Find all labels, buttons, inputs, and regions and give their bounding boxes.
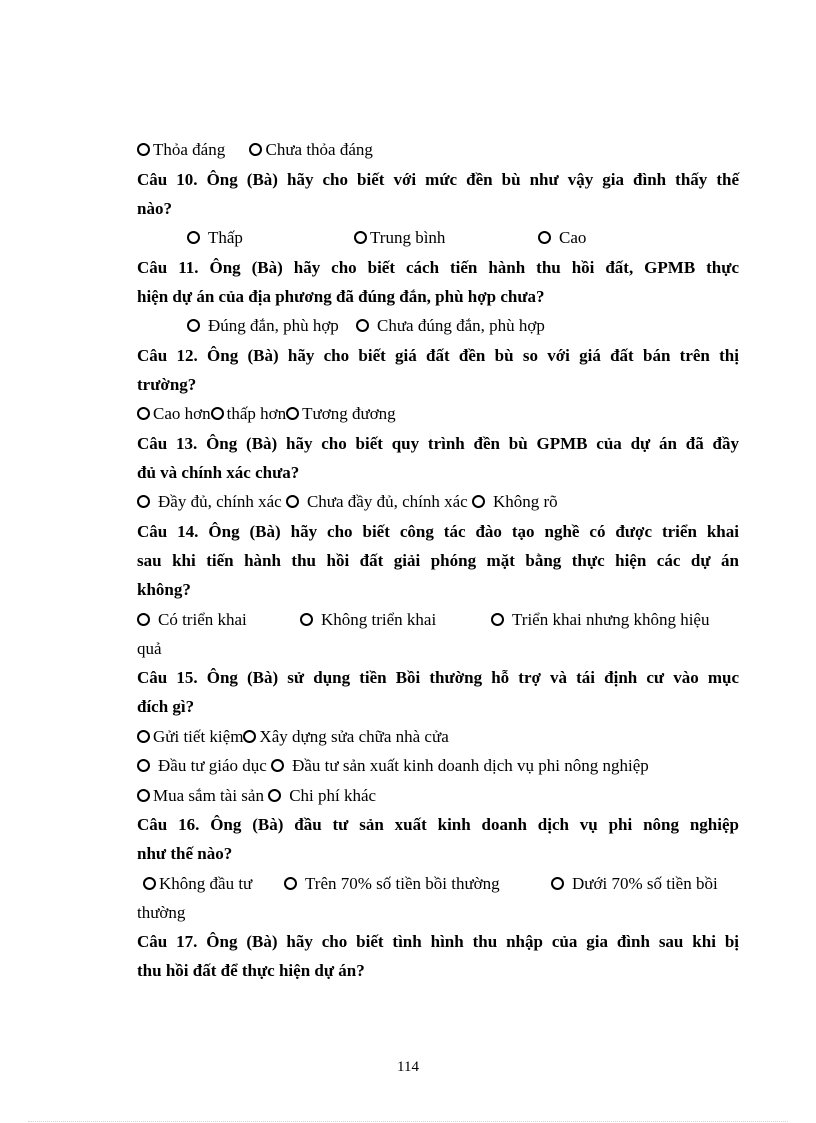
q14-option-3-wrap: quả [137, 639, 162, 658]
q13-option-1[interactable]: Đầy đủ, chính xác [137, 491, 282, 513]
radio-circle-icon [268, 789, 281, 802]
q13-options [137, 491, 739, 513]
q10-option-3[interactable]: Cao [538, 227, 586, 249]
q10-text-line-1: Câu 10. Ông (Bà) hãy cho biết với mức đền bù như vậy gia đình thấy thế [137, 170, 739, 189]
q14-option-3[interactable]: Triển khai nhưng không hiệu [491, 609, 709, 631]
q11-text-line-1: Câu 11. Ông (Bà) hãy cho biết cách tiến hành thu hồi đất, GPMB thực [137, 258, 739, 277]
radio-circle-icon [286, 407, 299, 420]
q15-text-line-1: Câu 15. Ông (Bà) sử dụng tiền Bồi thường hỗ trợ và tái định cư vào mục [137, 668, 739, 687]
q15-option-1[interactable]: Gửi tiết kiệm [137, 726, 243, 748]
q14-text-line-3: không? [137, 580, 191, 599]
radio-circle-icon [472, 495, 485, 508]
q12-text-line-2: trường? [137, 375, 197, 394]
q9-options [137, 139, 739, 161]
q15-options-row-3 [137, 785, 739, 807]
q17-text-line-1: Câu 17. Ông (Bà) hãy cho biết tình hình thu nhập của gia đình sau khi bị [137, 932, 739, 951]
radio-circle-icon [284, 877, 297, 890]
radio-circle-icon [300, 613, 313, 626]
radio-circle-icon [137, 495, 150, 508]
q11-option-1[interactable]: Đúng đắn, phù hợp [187, 315, 339, 337]
q14-text-line-1: Câu 14. Ông (Bà) hãy cho biết công tác đào tạo nghề có được triển khai [137, 522, 739, 541]
page-number: 114 [397, 1059, 419, 1075]
radio-circle-icon [137, 759, 150, 772]
q10-option-1[interactable]: Thấp [187, 227, 243, 249]
page-bottom-divider [28, 1121, 788, 1122]
q9-option-1[interactable]: Thỏa đáng [137, 139, 225, 161]
radio-circle-icon [356, 319, 369, 332]
q12-text-line-1: Câu 12. Ông (Bà) hãy cho biết giá đất đền bù so với giá đất bán trên thị [137, 346, 739, 365]
q15-text-line-2: đích gì? [137, 697, 195, 716]
radio-circle-icon [271, 759, 284, 772]
q13-text-line-1: Câu 13. Ông (Bà) hãy cho biết quy trình đền bù GPMB của dự án đã đầy [137, 434, 739, 453]
q9-option-2[interactable]: Chưa thỏa đáng [249, 139, 372, 161]
radio-circle-icon [249, 143, 262, 156]
radio-circle-icon [137, 730, 150, 743]
radio-circle-icon [137, 789, 150, 802]
q14-option-2[interactable]: Không triển khai [300, 609, 436, 631]
q17-text-line-2: thu hồi đất để thực hiện dự án? [137, 961, 365, 980]
radio-circle-icon [137, 613, 150, 626]
q13-text-line-2: đủ và chính xác chưa? [137, 463, 300, 482]
q16-text-line-1: Câu 16. Ông (Bà) đầu tư sản xuất kinh doanh dịch vụ phi nông nghiệp [137, 815, 739, 834]
q15-option-4[interactable]: Đầu tư sản xuất kinh doanh dịch vụ phi nông nghiệp [271, 755, 649, 777]
radio-circle-icon [211, 407, 224, 420]
radio-circle-icon [538, 231, 551, 244]
q11-option-2[interactable]: Chưa đúng đắn, phù hợp [356, 315, 545, 337]
q16-text-line-2: như thế nào? [137, 844, 233, 863]
q15-option-2[interactable]: Xây dựng sửa chữa nhà cửa [243, 726, 448, 748]
q12-option-2[interactable]: thấp hơn [211, 403, 287, 425]
q15-option-6[interactable]: Chi phí khác [268, 785, 376, 807]
radio-circle-icon [137, 143, 150, 156]
radio-circle-icon [551, 877, 564, 890]
q11-text-line-2: hiện dự án của địa phương đã đúng đắn, phù hợp chưa? [137, 287, 545, 306]
q13-option-2[interactable]: Chưa đầy đủ, chính xác [286, 491, 468, 513]
radio-circle-icon [286, 495, 299, 508]
q15-options-row-2 [137, 755, 739, 777]
radio-circle-icon [187, 319, 200, 332]
radio-circle-icon [243, 730, 256, 743]
q10-option-2[interactable]: Trung bình [354, 227, 445, 249]
q14-text-line-2: sau khi tiến hành thu hồi đất giải phóng mặt bằng thực hiện các dự án [137, 551, 739, 570]
q15-options-row-1 [137, 726, 739, 748]
q12-option-3[interactable]: Tương đương [286, 403, 396, 425]
q16-option-3-wrap: thường [137, 903, 186, 922]
q12-options [137, 403, 739, 425]
q15-option-5[interactable]: Mua sắm tài sản [137, 785, 264, 807]
q13-option-3[interactable]: Không rõ [472, 491, 558, 513]
q16-option-1[interactable]: Không đầu tư [143, 873, 252, 895]
q10-text-line-2: nào? [137, 199, 172, 218]
q14-option-1[interactable]: Có triển khai [137, 609, 247, 631]
q15-option-3[interactable]: Đầu tư giáo dục [137, 755, 267, 777]
radio-circle-icon [143, 877, 156, 890]
q16-option-3[interactable]: Dưới 70% số tiền bồi [551, 873, 718, 895]
radio-circle-icon [491, 613, 504, 626]
radio-circle-icon [187, 231, 200, 244]
q16-option-2[interactable]: Trên 70% số tiền bồi thường [284, 873, 500, 895]
radio-circle-icon [354, 231, 367, 244]
radio-circle-icon [137, 407, 150, 420]
q12-option-1[interactable]: Cao hơn [137, 403, 211, 425]
